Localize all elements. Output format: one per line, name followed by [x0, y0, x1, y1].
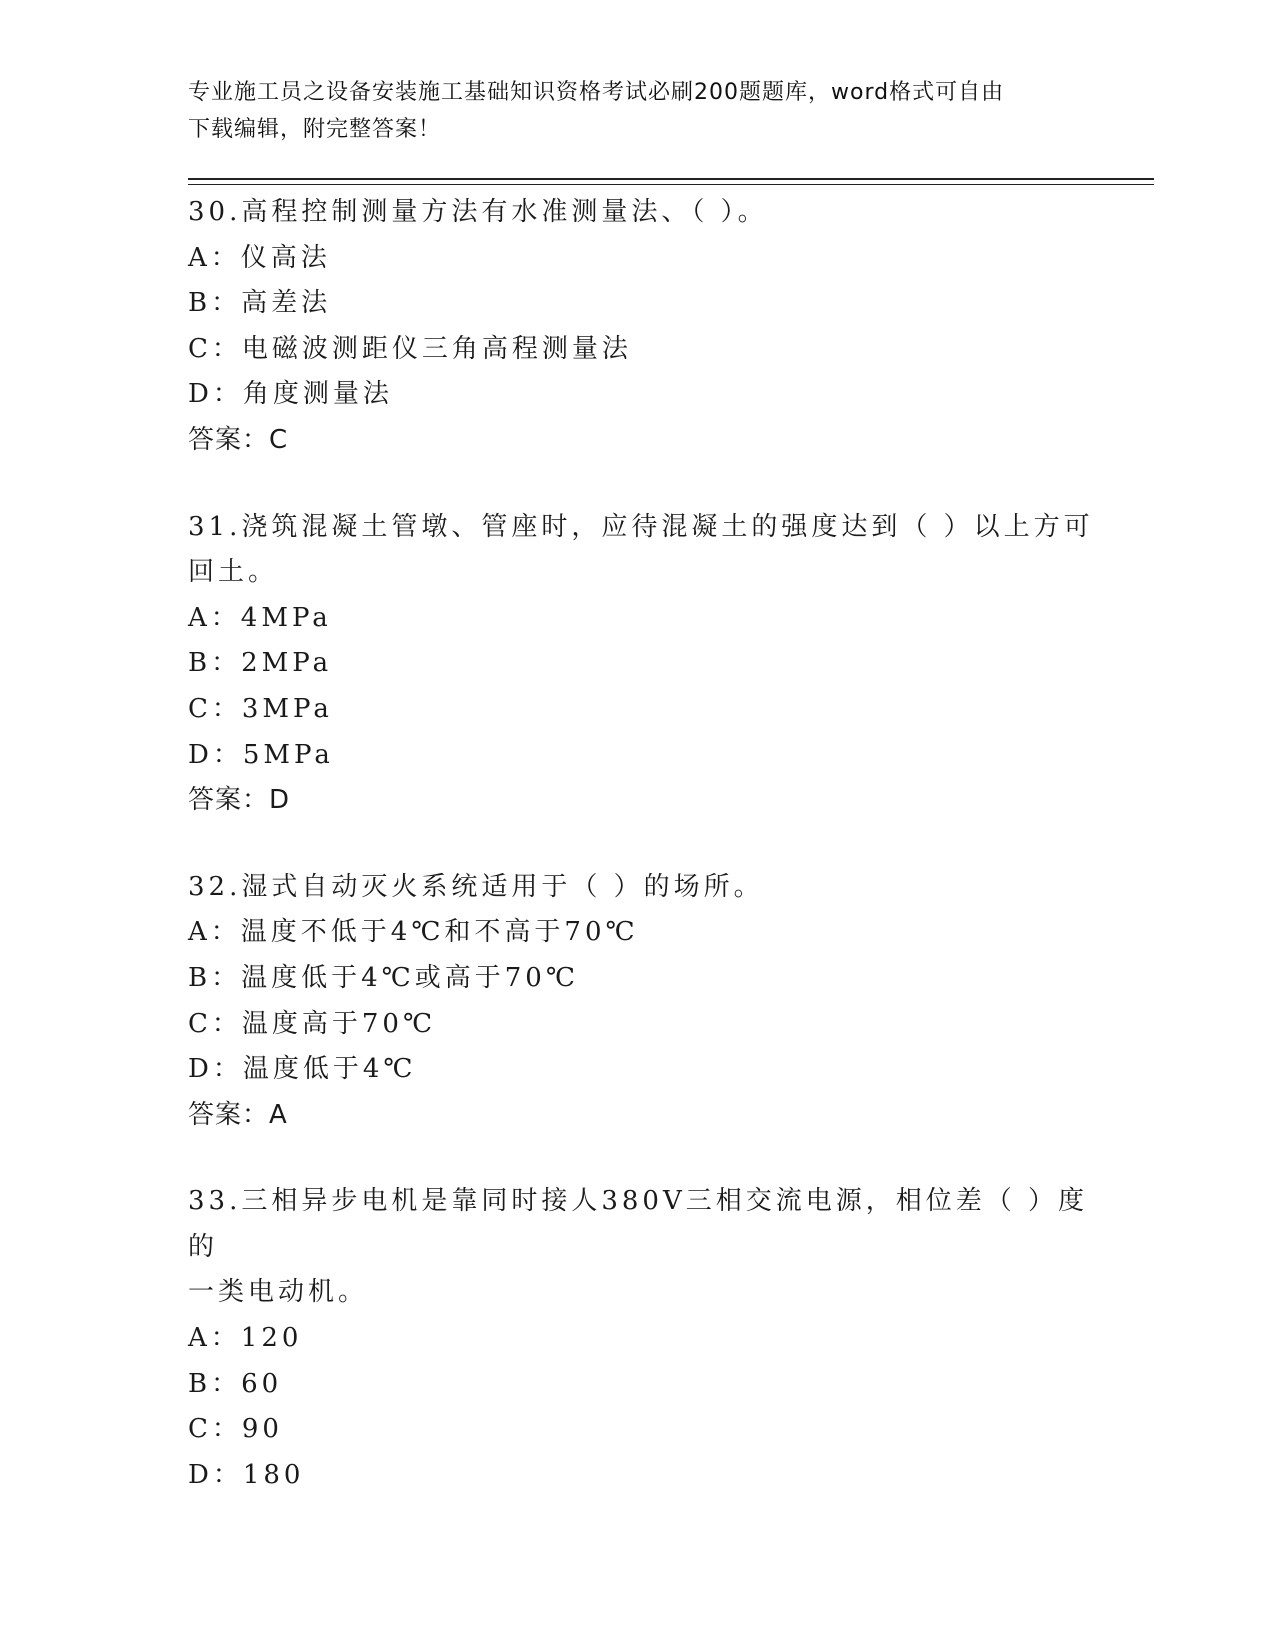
option-d: D：180 [188, 1459, 305, 1490]
document-header [188, 74, 1088, 148]
question-32 [188, 865, 1108, 1139]
question-text: 30.高程控制测量方法有水准测量法、（ ）。 [188, 197, 768, 227]
option-b: B：60 [188, 1368, 283, 1399]
header-line-1: 专业施工员之设备安装施工基础知识资格考试必刷200题题库，word格式可自由 [188, 80, 1005, 105]
option-a: A：120 [188, 1323, 303, 1354]
question-33 [188, 1179, 1108, 1498]
question-text-continued: 回土。 [188, 557, 279, 588]
question-text: 32.湿式自动灭火系统适用于（ ）的场所。 [188, 871, 764, 902]
option-b: B：温度低于4℃或高于70℃ [188, 962, 579, 993]
option-a: A：温度不低于4℃和不高于70℃ [188, 917, 639, 948]
header-divider-bottom [188, 184, 1154, 185]
option-b: B：2MPa [188, 648, 333, 679]
option-c: C：温度高于70℃ [188, 1008, 437, 1039]
option-a: A：4MPa [188, 602, 332, 633]
question-31 [188, 505, 1108, 824]
question-text: 33.三相异步电机是靠同时接人380V三相交流电源，相位差（ ）度的 [188, 1186, 1089, 1262]
option-c: C：电磁波测距仪三角高程测量法 [188, 333, 632, 364]
question-30 [188, 190, 1108, 464]
header-divider-top [188, 178, 1154, 180]
option-c: C：90 [188, 1414, 283, 1445]
question-text-continued: 一类电动机。 [188, 1277, 369, 1308]
option-d: D：5MPa [188, 739, 334, 770]
answer: 答案：A [188, 1099, 288, 1130]
option-c: C：3MPa [188, 693, 333, 724]
option-d: D：角度测量法 [188, 379, 393, 410]
option-a: A：仪高法 [188, 242, 331, 273]
answer: 答案：C [188, 424, 289, 455]
answer: 答案：D [188, 785, 291, 816]
option-d: D：温度低于4℃ [188, 1054, 417, 1085]
option-b: B：高差法 [188, 288, 332, 319]
header-line-2: 下载编辑，附完整答案！ [188, 117, 442, 142]
question-text: 31.浇筑混凝土管墩、管座时，应待混凝土的强度达到（ ）以上方可 [188, 511, 1094, 542]
question-list [188, 190, 1108, 1539]
